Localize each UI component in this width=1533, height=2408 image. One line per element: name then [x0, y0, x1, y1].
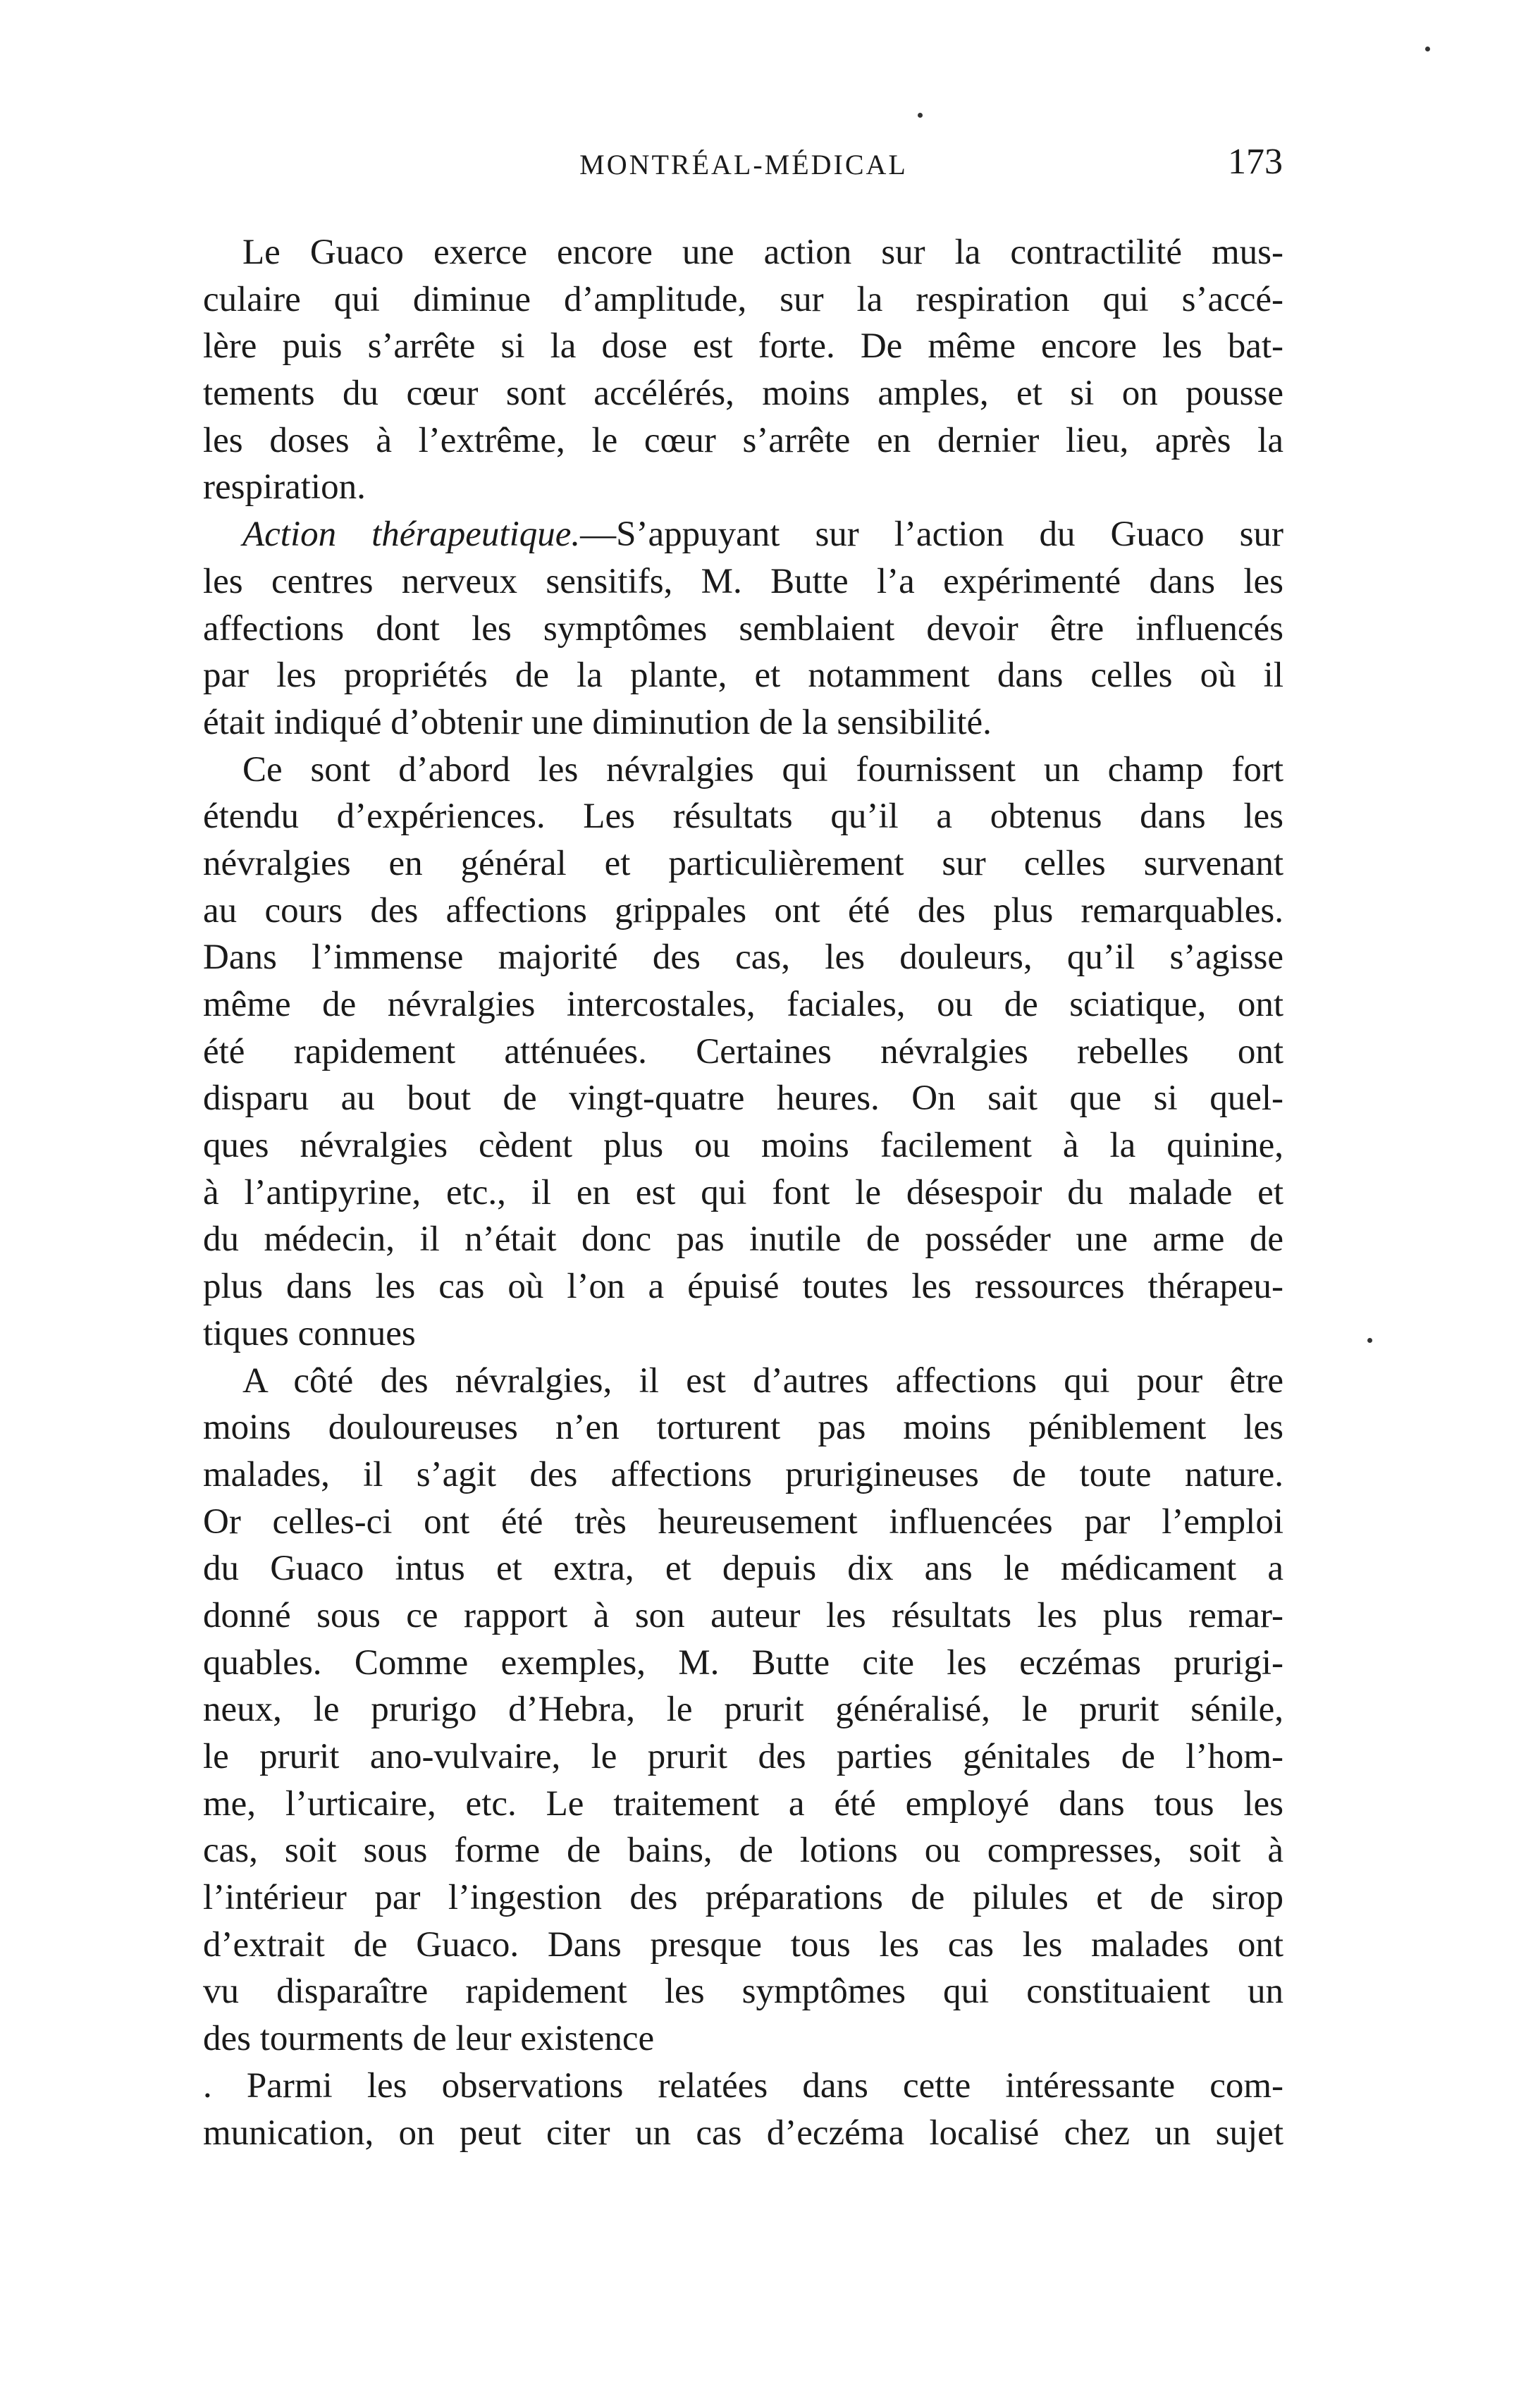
- text-line: cas, soit sous forme de bains, de lotions ou compresses, soit à: [203, 1831, 1283, 1871]
- text-line: tements du cœur sont accélérés, moins amples, et si on pousse: [203, 374, 1283, 414]
- text-line: tiques connues: [203, 1313, 416, 1353]
- italic-heading: Action thérapeutique.: [242, 515, 581, 555]
- text-line: . Parmi les observations relatées dans cette intéressante com-: [203, 2065, 1283, 2106]
- text-line: moins douloureuses n’en torturent pas moins péniblement les: [203, 1408, 1283, 1448]
- text-line: culaire qui diminue d’amplitude, sur la respiration qui s’accé-: [203, 279, 1283, 319]
- paragraph: [203, 229, 1283, 511]
- text-line: A côté des névralgies, il est d’autres affections qui pour être: [242, 1360, 1283, 1401]
- text-line: plus dans les cas où l’on a épuisé toutes les ressources thérapeu-: [203, 1267, 1283, 1307]
- text-line: étendu d’expériences. Les résultats qu’il a obtenus dans les: [203, 797, 1283, 837]
- text-line: même de névralgies intercostales, faciales, ou de sciatique, ont: [203, 985, 1283, 1024]
- text-line: à l’antipyrine, etc., il en est qui font le désespoir du malade et: [203, 1172, 1283, 1212]
- paragraph: [203, 1358, 1283, 2063]
- text-fragment: —S’appuyant sur l’action du Guaco sur: [580, 515, 1283, 555]
- text-line: d’extrait de Guaco. Dans presque tous les cas les malades ont: [203, 1924, 1283, 1965]
- running-header: [204, 141, 1283, 183]
- text-line: au cours des affections grippales ont été des plus remarquables.: [203, 890, 1283, 930]
- text-line: Le Guaco exerce encore une action sur la contractilité mus-: [242, 233, 1283, 272]
- text-line: du Guaco intus et extra, et depuis dix ans le médicament a: [203, 1549, 1283, 1589]
- journal-title: MONTRÉAL-MÉDICAL: [579, 149, 908, 180]
- text-line: [203, 511, 1283, 558]
- paragraph: [203, 511, 1283, 746]
- ink-speck: [918, 113, 923, 118]
- text-line: lère puis s’arrête si la dose est forte. De même encore les bat-: [203, 326, 1283, 367]
- paragraph: [203, 747, 1283, 1358]
- text-line: des tourments de leur existence: [203, 2019, 655, 2059]
- text-line: les centres nerveux sensitifs, M. Butte l’a expérimenté dans les: [203, 561, 1283, 601]
- text-line: neux, le prurigo d’Hebra, le prurit généralisé, le prurit sénile,: [203, 1690, 1283, 1730]
- text-line: était indiqué d’obtenir une diminution de la sensibilité.: [203, 702, 992, 742]
- text-line: vu disparaître rapidement les symptômes qui constituaient un: [203, 1972, 1283, 2012]
- text-line: respiration.: [203, 467, 366, 508]
- text-line: Dans l’immense majorité des cas, les douleurs, qu’il s’agisse: [203, 938, 1283, 978]
- ink-speck: [1425, 47, 1430, 51]
- paragraph: [203, 2063, 1283, 2156]
- text-line: disparu au bout de vingt-quatre heures. On sait que si quel-: [203, 1079, 1283, 1119]
- text-line: du médecin, il n’était donc pas inutile de posséder une arme de: [203, 1220, 1283, 1260]
- text-line: malades, il s’agit des affections prurigineuses de toute nature.: [203, 1454, 1283, 1494]
- text-line: munication, on peut citer un cas d’eczéma localisé chez un sujet: [203, 2113, 1283, 2153]
- text-line: névralgies en général et particulièrement sur celles survenant: [203, 843, 1283, 883]
- text-line: affections dont les symptômes semblaient devoir être influencés: [203, 608, 1283, 649]
- text-line: les doses à l’extrême, le cœur s’arrête en dernier lieu, après la: [203, 420, 1283, 460]
- text-line: par les propriétés de la plante, et notamment dans celles où il: [203, 656, 1283, 696]
- text-line: donné sous ce rapport à son auteur les résultats les plus remar-: [203, 1595, 1283, 1635]
- text-line: quables. Comme exemples, M. Butte cite les eczémas prurigi-: [203, 1642, 1283, 1683]
- ink-speck: [1367, 1338, 1372, 1343]
- text-line: Ce sont d’abord les névralgies qui fournissent un champ fort: [242, 749, 1283, 790]
- text-line: Or celles-ci ont été très heureusement influencées par l’emploi: [203, 1501, 1283, 1542]
- text-line: l’intérieur par l’ingestion des préparations de pilules et de sirop: [203, 1878, 1283, 1918]
- text-line: le prurit ano-vulvaire, le prurit des parties génitales de l’hom-: [203, 1737, 1283, 1776]
- body-text: [203, 229, 1283, 2156]
- text-line: me, l’urticaire, etc. Le traitement a été employé dans tous les: [203, 1783, 1283, 1824]
- page-number: 173: [1228, 142, 1283, 182]
- text-line: ques névralgies cèdent plus ou moins facilement à la quinine,: [203, 1126, 1283, 1166]
- text-line: été rapidement atténuées. Certaines névralgies rebelles ont: [203, 1031, 1283, 1071]
